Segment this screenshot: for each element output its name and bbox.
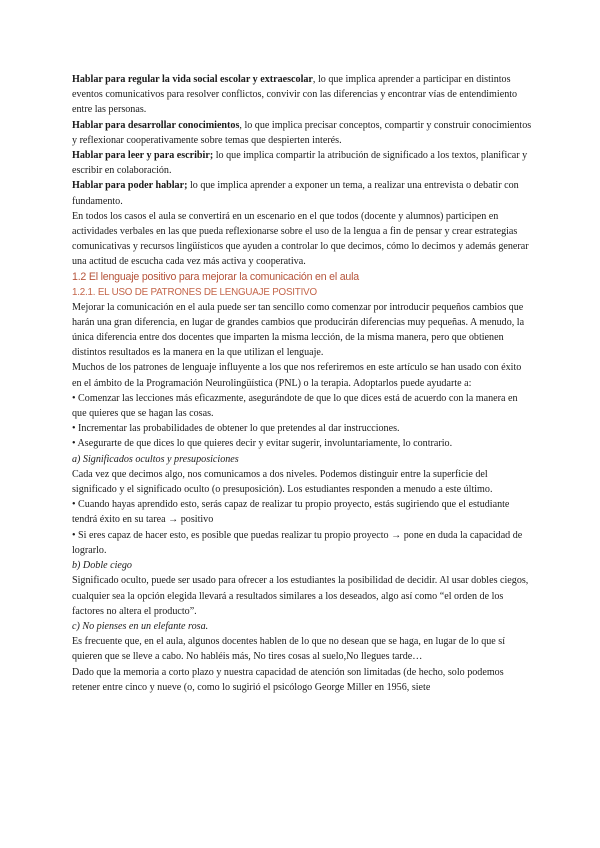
document-page bbox=[72, 72, 532, 695]
item-text: , lo que implica precisar conceptos, compartir y construir conocimientos y reflexionar cooperativamente sobre temas que despierten interés. bbox=[72, 119, 532, 146]
list-item bbox=[72, 72, 532, 118]
section-heading: 1.2 El lenguaje positivo para mejorar la comunicación en el aula bbox=[72, 270, 359, 283]
subsection-title-b: b) Doble ciego bbox=[72, 560, 132, 572]
list-item bbox=[72, 118, 532, 148]
subsection-title-c: c) No pienses en un elefante rosa. bbox=[72, 620, 209, 632]
bullet-item: • Comenzar las lecciones más eficazmente, asegurándote de que lo que dices está de acuerdo con la manera en que quieres que se hagan las cosas. bbox=[72, 392, 518, 420]
bullet-item: • Asegurarte de que dices lo que quieres decir y evitar sugerir, involuntariamente, lo contrario. bbox=[72, 438, 453, 450]
subsection-title-a: a) Significados ocultos y presuposiciones bbox=[72, 453, 239, 465]
bullet-item: • Incrementar las probabilidades de obtener lo que pretendes al dar instrucciones. bbox=[72, 423, 400, 435]
paragraph: Dado que la memoria a corto plazo y nuestra capacidad de atención son limitadas (de hecho, solo podemos retener entre cinco y nueve (o, como lo sugirió el psicólogo George Miller en 1956, siete bbox=[72, 666, 504, 693]
item-lead: Hablar para desarrollar conocimientos bbox=[72, 119, 240, 131]
subsection-heading: 1.2.1. EL USO DE PATRONES DE LENGUAJE POSITIVO bbox=[72, 286, 317, 298]
item-lead: Hablar para regular la vida social escolar y extraescolar bbox=[72, 74, 313, 85]
paragraph: Significado oculto, puede ser usado para ofrecer a los estudiantes la posibilidad de decidir. Al usar dobles ciegos, cualquier sea la opción elegida llevará a resultados similares a los deseados, algo así como “el orden de los factores no altera el producto”. bbox=[72, 575, 529, 617]
paragraph: Muchos de los patrones de lenguaje influyente a los que nos referiremos en este artículo se han usado con éxito en el ámbito de la Programación Neurolingüística (PNL) o la terapia. Adoptarlos puede ayudarte a: bbox=[72, 362, 522, 389]
closing-paragraph: En todos los casos el aula se convertirá en un escenario en el que todos (docente y alumnos) participen en actividades verbales en las que pueda reflexionarse sobre el uso de la lengua a fin de pensar y crear estrategias comunicativas y recursos lingüísticos que ayuden a controlar lo que decimos, cómo lo decimos y además generar una actitud de escucha cada vez más activa y cooperativa. bbox=[72, 210, 529, 268]
item-text: , lo que implica aprender a participar en distintos eventos comunicativos para resolver conflictos, convivir con las diferencias y encontrar vías de entendimiento entre las personas. bbox=[72, 74, 518, 116]
item-text: lo que implica compartir la atribución de significado a los textos, planificar y escribir en colaboración. bbox=[72, 150, 528, 177]
list-item bbox=[72, 178, 532, 208]
list-item bbox=[72, 148, 532, 178]
paragraph: Mejorar la comunicación en el aula puede ser tan sencillo como comenzar por introducir pequeños cambios que harán una gran diferencia, en lugar de grandes cambios que producirán diferencias muy pequeñas. A menudo, la única diferencia entre dos docentes que imparten la misma lección, de la misma manera, pero que obtienen distintos resultados es la manera en la que utilizan el lenguaje. bbox=[72, 301, 525, 359]
bullet-item: • Cuando hayas aprendido esto, serás capaz de realizar tu propio proyecto, estás sugiriendo que el estudiante tendrá éxito en su tarea → positivo bbox=[72, 499, 510, 526]
item-lead: Hablar para leer y para escribir; bbox=[72, 150, 214, 162]
paragraph: Es frecuente que, en el aula, algunos docentes hablen de lo que no desean que se haga, en lugar de lo que sí quieren que se lleve a cabo. No habléis más, No tires cosas al suelo,No llegues tarde… bbox=[72, 636, 506, 663]
item-lead: Hablar para poder hablar; bbox=[72, 180, 188, 192]
paragraph: Cada vez que decimos algo, nos comunicamos a dos niveles. Podemos distinguir entre la superficie del significado y el significado oculto (o presuposición). Los estudiantes responden a menudo a este último. bbox=[72, 468, 493, 496]
item-text: lo que implica aprender a exponer un tema, a realizar una entrevista o debatir con fundamento. bbox=[72, 180, 519, 207]
bullet-item: • Si eres capaz de hacer esto, es posible que puedas realizar tu propio proyecto → pone en duda la capacidad de lograrlo. bbox=[72, 529, 523, 556]
